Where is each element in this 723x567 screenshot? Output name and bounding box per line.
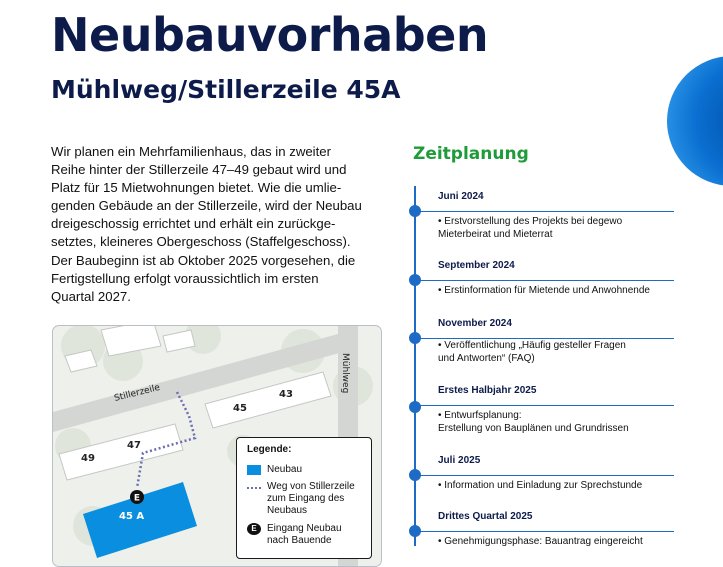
event-date: Juli 2025 [438,455,481,466]
intro-line: Reihe hinter der Stillerzeile 47–49 gebaut wird und [51,162,347,178]
intro-line: Wir planen ein Mehrfamilienhaus, das in zweiter [51,144,331,159]
page-subtitle: Mühlweg/Stillerzeile 45A [51,75,401,104]
legend-label-neubau: Neubau [267,464,303,475]
legend-weg-line: Weg von Stillerzeile [267,481,355,492]
map-legend [236,437,372,559]
event-line: • Erstvorstellung des Projekts bei degewo [438,216,623,227]
intro-line: Quartal 2027. [51,288,131,304]
event-description [438,216,622,241]
event-line: • Entwurfsplanung: [438,410,522,421]
house-number-45: 45 [233,403,247,414]
timeline-axis [414,186,416,546]
event-line: und Antworten“ (FAQ) [438,352,535,364]
entrance-icon: E [247,523,261,535]
house-number-47: 47 [127,440,141,451]
legend-row-weg [247,481,355,517]
event-divider [414,211,674,212]
event-line: • Information und Einladung zur Sprechstunde [438,480,643,491]
intro-line: Platz für 15 Mietwohnungen bietet. Wie die umlie- [51,180,342,196]
legend-eingang-line: Eingang Neubau [267,523,342,534]
page-title: Neubauvorhaben [51,8,489,62]
event-divider [414,405,674,406]
house-number-45a: 45 A [119,511,145,522]
event-description [438,340,626,365]
decorative-circle [667,56,723,186]
event-date: September 2024 [438,260,515,271]
intro-line: dreigeschossig errichtet und erhält ein zurückge- [51,216,336,232]
house-number-43: 43 [279,389,293,400]
event-date: Drittes Quartal 2025 [438,511,533,522]
event-line: Erstellung von Bauplänen und Grundrissen [438,422,629,434]
event-description [438,480,642,493]
legend-row-eingang [247,523,342,547]
event-line: Mieterbeirat und Mieterrat [438,228,553,240]
event-date: Juni 2024 [438,191,484,202]
event-description [438,410,629,435]
street-label-muehlweg: Mühlweg [340,353,350,394]
legend-weg-line: zum Eingang des [267,493,345,504]
event-date: Erstes Halbjahr 2025 [438,385,537,396]
intro-line: Der Baubeginn ist ab Oktober 2025 vorgesehen, die [51,252,356,268]
street-label-stillerzeile: Stillerzeile [113,382,162,404]
entrance-marker-label: E [133,493,141,504]
house-number-49: 49 [81,453,95,464]
dotted-path-icon [247,487,261,489]
intro-line: setztes, kleineres Obergeschoss (Staffelgeschoss). [51,234,351,250]
event-divider [414,475,674,476]
event-description [438,285,650,298]
event-divider [414,338,674,339]
legend-title: Legende: [247,444,292,455]
legend-row-neubau [247,464,302,476]
legend-label-eingang [267,523,342,547]
legend-eingang-line: nach Bauende [267,535,332,546]
timeline-title: Zeitplanung [413,144,529,164]
event-description [438,536,643,549]
event-date: November 2024 [438,318,512,329]
event-line: • Genehmigungsphase: Bauantrag eingereicht [438,536,643,547]
legend-label-weg [267,481,355,517]
timeline-dot [409,401,421,413]
neubau-swatch [247,465,261,475]
event-line: • Erstinformation für Mietende und Anwohnende [438,285,650,296]
legend-weg-line: Neubaus [267,505,308,516]
intro-line: Fertigstellung erfolgt voraussichtlich im ersten [51,270,319,286]
intro-paragraph [51,143,386,306]
intro-line: genden Gebäude an der Stillerzeile, wird der Neubau [51,198,362,214]
event-divider [414,531,674,532]
event-line: • Veröffentlichung „Häufig gesteller Fragen [438,340,626,351]
event-divider [414,280,674,281]
